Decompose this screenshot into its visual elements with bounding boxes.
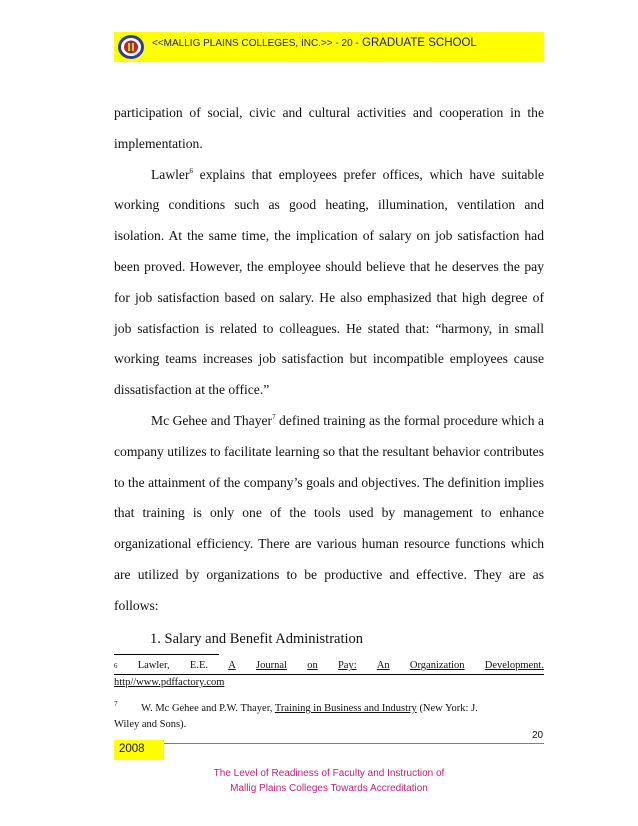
author-mcgehee-thayer: Mc Gehee and Thayer [151, 412, 273, 428]
paragraph-2 [114, 160, 544, 406]
header-school-name: GRADUATE SCHOOL [362, 37, 477, 49]
document-body [114, 98, 544, 622]
footnote-7-publisher: (New York: J. [419, 703, 478, 714]
paragraph-2-text: explains that employees prefer offices, which have suitable working conditions such as good heating, illumination, ventilation and isolation. At the same time, the implication of salary on job satisfaction had been proved. However, the employee should believe that he deserves the pay for job satisfaction based on salary. He also emphasized that high degree of job satisfaction is related to colleagues. He stated that: “harmony, in small working teams increases job satisfaction but incompatible employees cause dissatisfaction at the office.” [114, 166, 544, 398]
fn6-word: Organization [409, 660, 465, 671]
page-number: 20 [532, 730, 544, 741]
footnote-7-number: 7 [114, 700, 118, 708]
footnote-7-authors: W. Mc Gehee and P.W. Thayer, [141, 703, 273, 714]
footnote-7-line-2: Wiley and Sons). [114, 719, 187, 730]
college-seal-logo [117, 34, 145, 60]
fn6-word: Development. [484, 660, 544, 671]
footnote-6-link[interactable]: http//www.pdffactory.com [114, 677, 225, 688]
footnote-7-line-1 [114, 696, 544, 717]
footnote-separator [114, 654, 219, 655]
paragraph-1: participation of social, civic and cultural activities and cooperation in the implementation. [114, 105, 544, 151]
footnote-ref-7: 7 [272, 412, 276, 421]
paragraph-3 [114, 406, 544, 622]
footer-rule [114, 743, 544, 744]
footnote-6-line-1 [114, 658, 544, 675]
list-item-1: 1. Salary and Benefit Administration [150, 631, 364, 647]
fn6-word: on [307, 660, 318, 671]
fn6-word: A [228, 660, 236, 671]
footer-title-line-1: The Level of Readiness of Faculty and Instruction of [213, 768, 445, 779]
fn6-word: Pay: [337, 660, 357, 671]
footnote-ref-6: 6 [189, 166, 193, 175]
footer-title-line-2: Mallig Plains Colleges Towards Accreditation [230, 783, 428, 794]
author-lawler: Lawler [151, 166, 190, 182]
paragraph-3-text: defined training as the formal procedure which a company utilizes to facilitate learning so that the resultant behavior contributes to the attainment of the company’s goals and objectives. The definition implies that training is only one of the tools used by management to enhance organizational efficiency. There are various human resource functions which are utilized by organizations to be productive and effective. They are as follows: [114, 412, 545, 613]
footnote-7 [114, 696, 544, 733]
footnote-6-url[interactable] [114, 675, 544, 691]
footer-year: 2008 [114, 740, 164, 760]
header-college-name: <<MALLIG PLAINS COLLEGES, INC.>> - 20 - [152, 38, 359, 49]
footer-title [114, 766, 544, 796]
footnote-6-number: 6 [114, 662, 118, 670]
fn6-word: An [376, 660, 390, 671]
fn6-word: E.E. [189, 660, 208, 671]
footnote-6 [114, 658, 544, 691]
fn6-word: Journal [256, 660, 287, 671]
fn6-word: Lawler, [137, 660, 170, 671]
footnote-7-title: Training in Business and Industry [274, 703, 417, 714]
